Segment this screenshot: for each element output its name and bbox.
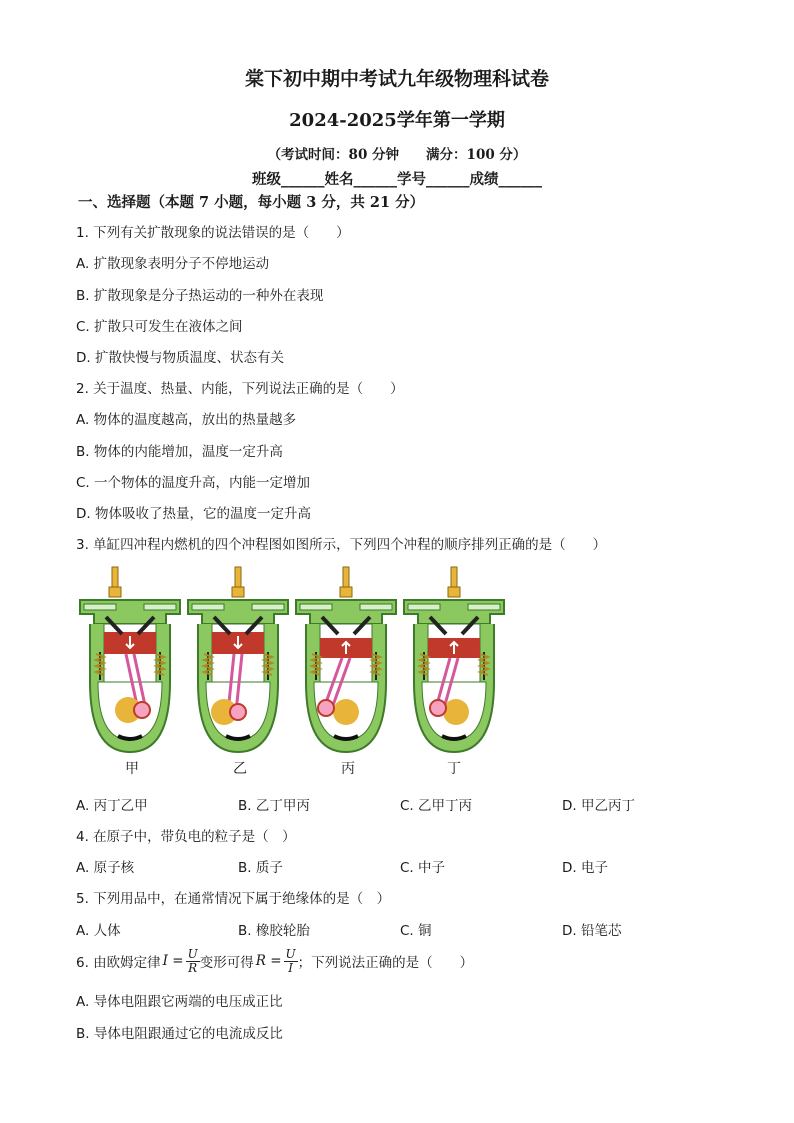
question-3-option-d: D. 甲乙丙丁 xyxy=(562,798,635,814)
question-3-option-b: B. 乙丁甲丙 xyxy=(238,798,310,814)
question-5-option-c: C. 铜 xyxy=(400,923,432,939)
question-5-option-d: D. 铅笔芯 xyxy=(562,923,622,939)
engine-body xyxy=(188,567,288,752)
question-6-stem-mid: 变形可得 xyxy=(199,955,254,971)
section-heading: 一、选择题（本题 7 小题，每小题 3 分，共 21 分） xyxy=(78,194,425,211)
question-1-option-a: A. 扩散现象表明分子不停地运动 xyxy=(76,256,270,272)
formula-1-lhs: I = xyxy=(162,953,184,969)
exam-info: （考试时间：80 分钟 满分：100 分） xyxy=(267,147,527,163)
question-6-option-a: A. 导体电阻跟它两端的电压成正比 xyxy=(76,994,283,1010)
engine-stroke-figure xyxy=(76,562,508,782)
question-1-option-d: D. 扩散快慢与物质温度、状态有关 xyxy=(76,350,284,366)
question-4-option-d: D. 电子 xyxy=(562,860,608,876)
question-2-option-a: A. 物体的温度越高，放出的热量越多 xyxy=(76,412,297,428)
figure-label-bing: 丙 xyxy=(341,761,355,777)
question-6-option-b: B. 导体电阻跟通过它的电流成反比 xyxy=(76,1026,283,1042)
question-1-option-c: C. 扩散只可发生在液体之间 xyxy=(76,319,243,335)
question-2-option-d: D. 物体吸收了热量，它的温度一定升高 xyxy=(76,506,311,522)
formula-1-fraction xyxy=(186,948,200,975)
question-1-option-b: B. 扩散现象是分子热运动的一种外在表现 xyxy=(76,288,324,304)
question-3-stem: 3. 单缸四冲程内燃机的四个冲程图如图所示，下列四个冲程的顺序排列正确的是（ ） xyxy=(76,537,607,553)
engine-diagram-yi xyxy=(184,562,292,762)
engine-diagram-ding xyxy=(400,562,508,762)
formula-2-numerator: U xyxy=(285,946,296,961)
question-2-stem: 2. 关于温度、热量、内能，下列说法正确的是（ ） xyxy=(76,381,404,397)
question-1-stem: 1. 下列有关扩散现象的说法错误的是（ ） xyxy=(76,225,350,241)
formula-1-numerator: U xyxy=(187,946,198,961)
figure-label-ding: 丁 xyxy=(447,761,461,777)
formula-2-denominator: I xyxy=(288,960,293,975)
question-6-stem xyxy=(76,942,473,980)
figure-label-yi: 乙 xyxy=(233,761,247,777)
engine-diagram-jia xyxy=(76,562,184,762)
question-6-stem-prefix: 6. 由欧姆定律 xyxy=(76,955,161,971)
engine-body xyxy=(80,567,180,752)
question-5-stem: 5. 下列用品中，在通常情况下属于绝缘体的是（ ） xyxy=(76,891,391,907)
student-info: 班级______姓名______学号______成绩______ xyxy=(252,171,542,188)
question-4-option-c: C. 中子 xyxy=(400,860,446,876)
question-4-option-a: A. 原子核 xyxy=(76,860,135,876)
formula-2-fraction xyxy=(284,948,298,975)
question-5-option-a: A. 人体 xyxy=(76,923,121,939)
exam-title: 棠下初中期中考试九年级物理科试卷 xyxy=(244,68,549,90)
exam-term: 2024-2025学年第一学期 xyxy=(289,110,505,131)
engine-body xyxy=(404,567,504,752)
formula-2-lhs: R = xyxy=(255,953,282,969)
question-6-stem-suffix: ；下列说法正确的是（ ） xyxy=(297,955,474,971)
question-2-option-c: C. 一个物体的温度升高，内能一定增加 xyxy=(76,475,311,491)
question-3-option-a: A. 丙丁乙甲 xyxy=(76,798,148,814)
formula-1-denominator: R xyxy=(188,960,198,975)
question-2-option-b: B. 物体的内能增加，温度一定升高 xyxy=(76,444,283,460)
figure-label-jia: 甲 xyxy=(125,761,139,777)
engine-diagram-bing xyxy=(292,562,400,762)
question-5-option-b: B. 橡胶轮胎 xyxy=(238,923,310,939)
question-4-option-b: B. 质子 xyxy=(238,860,283,876)
question-4-stem: 4. 在原子中，带负电的粒子是（ ） xyxy=(76,829,296,845)
engine-body xyxy=(296,567,396,752)
question-3-option-c: C. 乙甲丁丙 xyxy=(400,798,473,814)
